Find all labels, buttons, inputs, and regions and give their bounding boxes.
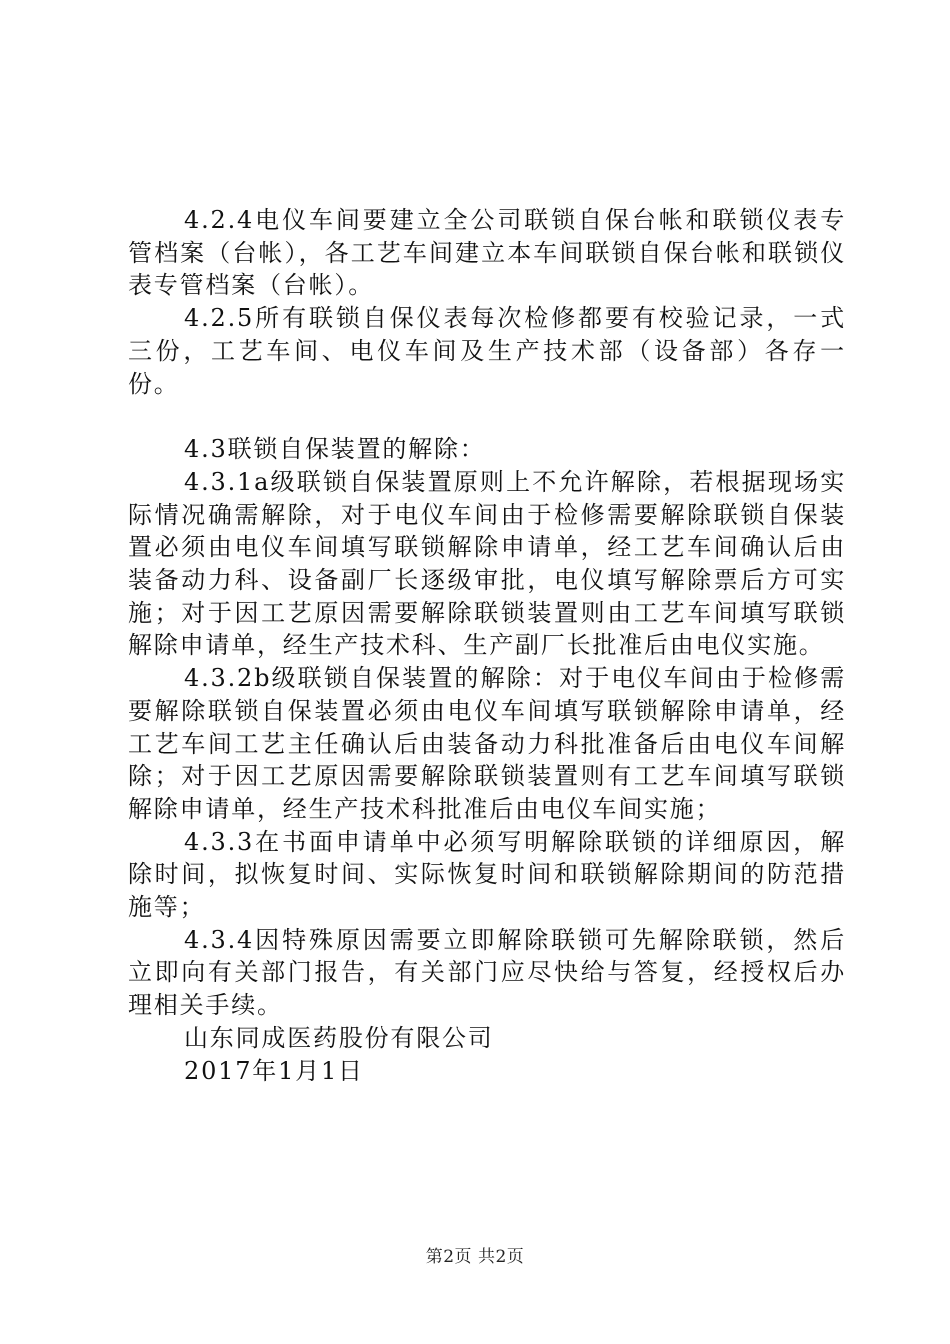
page-number-footer: 第2页 共2页 [425, 1247, 525, 1267]
paragraph-4-3-2: 4.3.2b级联锁自保装置的解除：对于电仪车间由于检修需要解除联锁自保装置必须由电仪车间填写联锁解除申请单，经工艺车间工艺主任确认后由装备动力科批准备后由电仪车间解除；对于因工艺原因需要解除联锁装置则有工艺车间填写联锁解除申请单，经生产技术科批准后由电仪车间实施； [128, 664, 846, 823]
paragraph-4-3-3: 4.3.3在书面申请单中必须写明解除联锁的详细原因，解除时间，拟恢复时间、实际恢复时间和联锁解除期间的防范措施等； [128, 827, 846, 922]
paragraph-4-3-1: 4.3.1a级联锁自保装置原则上不允许解除，若根据现场实际情况确需解除，对于电仪车间由于检修需要解除联锁自保装置必须由电仪车间填写联锁解除申请单，经工艺车间确认后由装备动力科、设备副厂长逐级审批，电仪填写解除票后方可实施；对于因工艺原因需要解除联锁装置则由工艺车间填写联锁解除申请单，经生产技术科、生产副厂长批准后由电仪实施。 [128, 467, 846, 660]
paragraph-4-3-4: 4.3.4因特殊原因需要立即解除联锁可先解除联锁，然后立即向有关部门报告，有关部门应尽快给与答复，经授权后办理相关手续。 [128, 925, 846, 1020]
document-body [128, 204, 846, 1087]
document-date: 2017年1月1日 [184, 1056, 364, 1085]
paragraph-4-2-4: 4.2.4电仪车间要建立全公司联锁自保台帐和联锁仪表专管档案（台帐），各工艺车间建立本车间联锁自保台帐和联锁仪表专管档案（台帐）。 [128, 206, 846, 300]
paragraph-4-2-5: 4.2.5所有联锁自保仪表每次检修都要有校验记录，一式三份，工艺车间、电仪车间及生产技术部（设备部）各存一份。 [128, 304, 846, 398]
section-heading-4-3: 4.3联锁自保装置的解除： [184, 435, 486, 464]
company-name: 山东同成医药股份有限公司 [184, 1023, 494, 1052]
